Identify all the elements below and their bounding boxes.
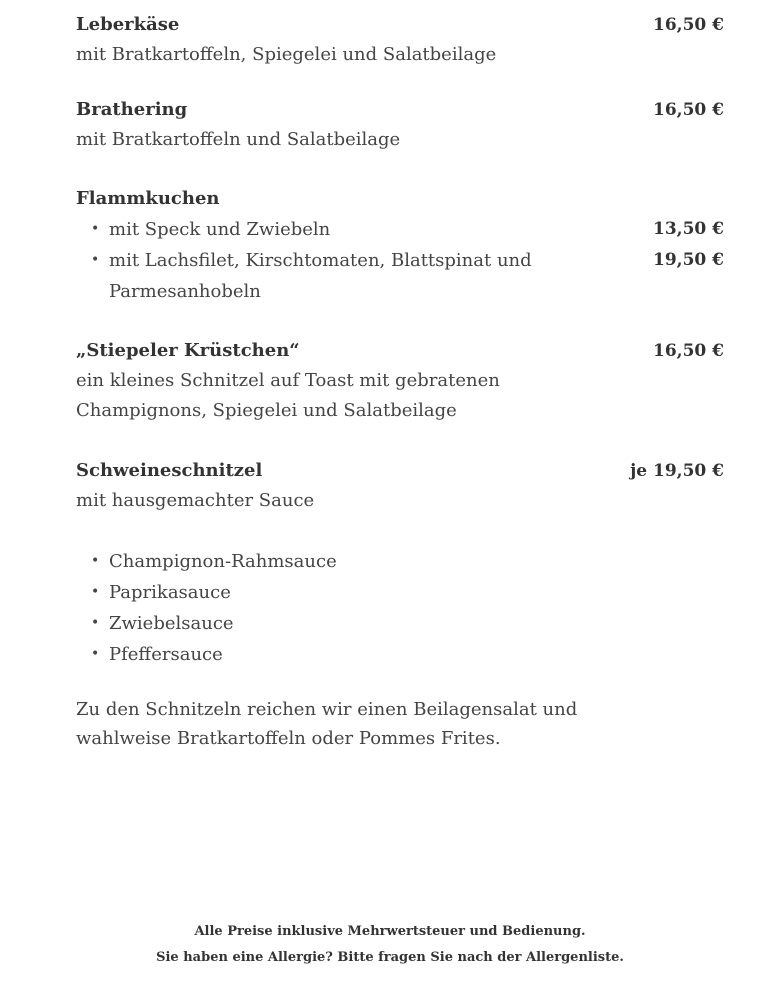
variant-price: 19,50 € xyxy=(653,250,724,270)
bullet-icon: • xyxy=(91,252,100,268)
menu-item-title: Brathering xyxy=(76,99,188,120)
bullet-icon: • xyxy=(91,584,100,600)
menu-item-title: Schweineschnitzel xyxy=(76,460,263,481)
menu-item-brathering xyxy=(76,95,724,155)
menu-item-price: 16,50 € xyxy=(653,15,724,35)
footer-price-note: Alle Preise inklusive Mehrwertsteuer und Bedienung. xyxy=(194,924,586,939)
list-item xyxy=(76,608,724,639)
menu-item-price: 16,50 € xyxy=(653,100,724,120)
menu-item-schweineschnitzel xyxy=(76,456,724,670)
menu-item-leberkaese xyxy=(76,10,724,70)
list-item xyxy=(76,245,724,307)
bullet-icon: • xyxy=(91,615,100,631)
menu-item-title: „Stiepeler Krüstchen“ xyxy=(76,340,300,361)
menu-item-price: 16,50 € xyxy=(653,341,724,361)
side-dish-note: Zu den Schnitzeln reichen wir einen Beilagensalat und wahlweise Bratkartoffeln oder Pommes Frites. xyxy=(76,699,578,749)
footer-allergy-note: Sie haben eine Allergie? Bitte fragen Sie nach der Allergenliste. xyxy=(156,950,624,965)
menu-item-flammkuchen xyxy=(76,184,724,307)
bullet-icon: • xyxy=(91,646,100,662)
menu-item-title: Flammkuchen xyxy=(76,188,220,209)
variant-list xyxy=(76,214,724,307)
variant-label: mit Lachsfilet, Kirschtomaten, Blattspinat und Parmesanhobeln xyxy=(109,250,532,302)
list-item xyxy=(76,546,724,577)
menu-item-description: mit Bratkartoffeln und Salatbeilage xyxy=(76,129,401,150)
sauce-label: Zwiebelsauce xyxy=(109,613,234,634)
menu-item-description: mit Bratkartoffeln, Spiegelei und Salatbeilage xyxy=(76,44,497,65)
list-item xyxy=(76,577,724,608)
sauce-label: Paprikasauce xyxy=(109,582,231,603)
menu-item-price: je 19,50 € xyxy=(630,461,724,481)
list-item xyxy=(76,639,724,670)
variant-label: mit Speck und Zwiebeln xyxy=(109,219,331,240)
menu-item-title: Leberkäse xyxy=(76,14,180,35)
sauce-list xyxy=(76,546,724,670)
menu-item-description: ein kleines Schnitzel auf Toast mit gebratenen Champignons, Spiegelei und Salatbeilage xyxy=(76,370,500,421)
variant-price: 13,50 € xyxy=(653,219,724,239)
sauce-label: Champignon-Rahmsauce xyxy=(109,551,337,572)
menu-item-description: mit hausgemachter Sauce xyxy=(76,490,315,511)
sauce-label: Pfeffersauce xyxy=(109,644,223,665)
menu-item-stiepeler-kruestchen xyxy=(76,336,724,426)
bullet-icon: • xyxy=(91,221,100,237)
bullet-icon: • xyxy=(91,553,100,569)
list-item xyxy=(76,214,724,245)
